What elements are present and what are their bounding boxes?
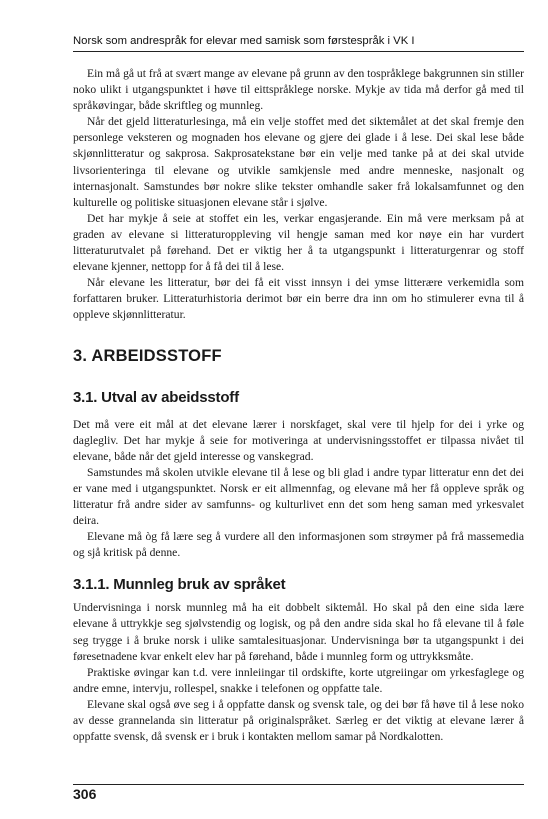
page-content (73, 66, 524, 745)
page-number: 306 (73, 786, 97, 802)
body-paragraph: Praktiske øvingar kan t.d. vere innleiingar til ordskifte, korte utgreiingar om yrkesfaglege og andre emne, intervju, rollespel, snakke i telefonen og oppfatte tale. (73, 665, 524, 695)
body-paragraph: Når elevane les litteratur, bør dei få eit visst innsyn i dei ymse litterære verkemidla som forfattaren bruker. Litteraturhistoria derimot bør ein berre dra inn om ho stimulerer evna til å oppleve skjønnlitteratur. (73, 276, 524, 322)
body-paragraph: Elevane skal også øve seg i å oppfatte dansk og svensk tale, og dei bør få høve til å lese noko av desse grannelanda sin litteratur på originalspråket. Særleg er det viktig at elevane lærer å oppfatte svensk, då svensk er i bruk i kontakten mellom samar på Nordkalotten. (73, 697, 524, 744)
body-paragraph: Når det gjeld litteraturlesinga, må ein velje stoffet med det siktemålet at det skal fremje den personlege veksteren og mognaden hos elevane og gjere dei glade i å lese. Dei skal lese både skjønnlitteratur og sakprosa. Sakprosatekstane bør ein velje med tanke på at dei skal utvide livsorienteringa til elevane og utvikle samkjensle med andre menneske, nasjonalt og internasjonalt. Samstundes bør nokre slike tekster omhandle saker frå lokalsamfunnet og den kulturelle og politiske situasjonen elevane står i sjølve. (73, 115, 524, 209)
body-paragraph: Undervisninga i norsk munnleg må ha eit dobbelt siktemål. Ho skal på den eine sida lære elevane å uttrykkje seg sjølvstendig og logisk, og på den andre sida skal ho få elevane til å føle seg trygge i å bruke norsk i ulike samtalesituasjonar. Undervisninga bør ta utgangspunkt i dei føresetnadene kvar enkelt elev har på førehand, både i munnleg form og uttrykksmåte. (73, 601, 524, 663)
subsection-heading: 3.1. Utval av abeidsstoff (73, 388, 239, 406)
body-paragraph: Det må vere eit mål at det elevane lærer i norskfaget, skal vere til hjelp for dei i yrke og daglegliv. Det har mykje å seie for motiveringa at undervisningsstoffet er tilpassa nivået til elevane, både når det gjeld interesse og vanskegrad. (73, 417, 524, 463)
body-paragraph: Elevane må òg få lære seg å vurdere all den informasjonen som strøymer på frå massemedia og sjå kritisk på denne. (73, 530, 524, 560)
document-page (73, 0, 524, 819)
footer-rule (73, 784, 524, 785)
body-paragraph: Det har mykje å seie at stoffet ein les, verkar engasjerande. Ein må vere merksam på at graden av elevane si litteraturoppleving vil hengje saman med kor nøye ein har vurdert litteraturutvalet på førehand. Det er viktig her å ta utgangspunkt i litteraturgenrar og stoff elevane kjenner, nettopp for å få dei til å lese. (73, 211, 524, 274)
running-header: Norsk som andrespråk for elevar med samisk som førstespråk i VK I (73, 35, 415, 47)
body-paragraph: Ein må gå ut frå at svært mange av elevane på grunn av den tospråklege bakgrunnen sin stiller noko ulikt i utgangspunktet i høve til eittspråklege norske. Mykje av tida må derfor gå med til språkøvingar, både skriftleg og munnleg. (73, 67, 524, 113)
subsubsection-heading: 3.1.1. Munnleg bruk av språket (73, 576, 286, 594)
body-paragraph: Samstundes må skolen utvikle elevane til å lese og bli glad i andre typar litteratur enn det dei er vane med i utgangspunktet. Norsk er eit allmennfag, og elevane må her få oppleve språk og litteratur frå andre sider av samfunns- og kulturlivet enn det som heng saman med yrkesvalet deira. (73, 465, 524, 528)
section-heading: 3. ARBEIDSSTOFF (73, 346, 222, 365)
header-rule (73, 51, 524, 52)
